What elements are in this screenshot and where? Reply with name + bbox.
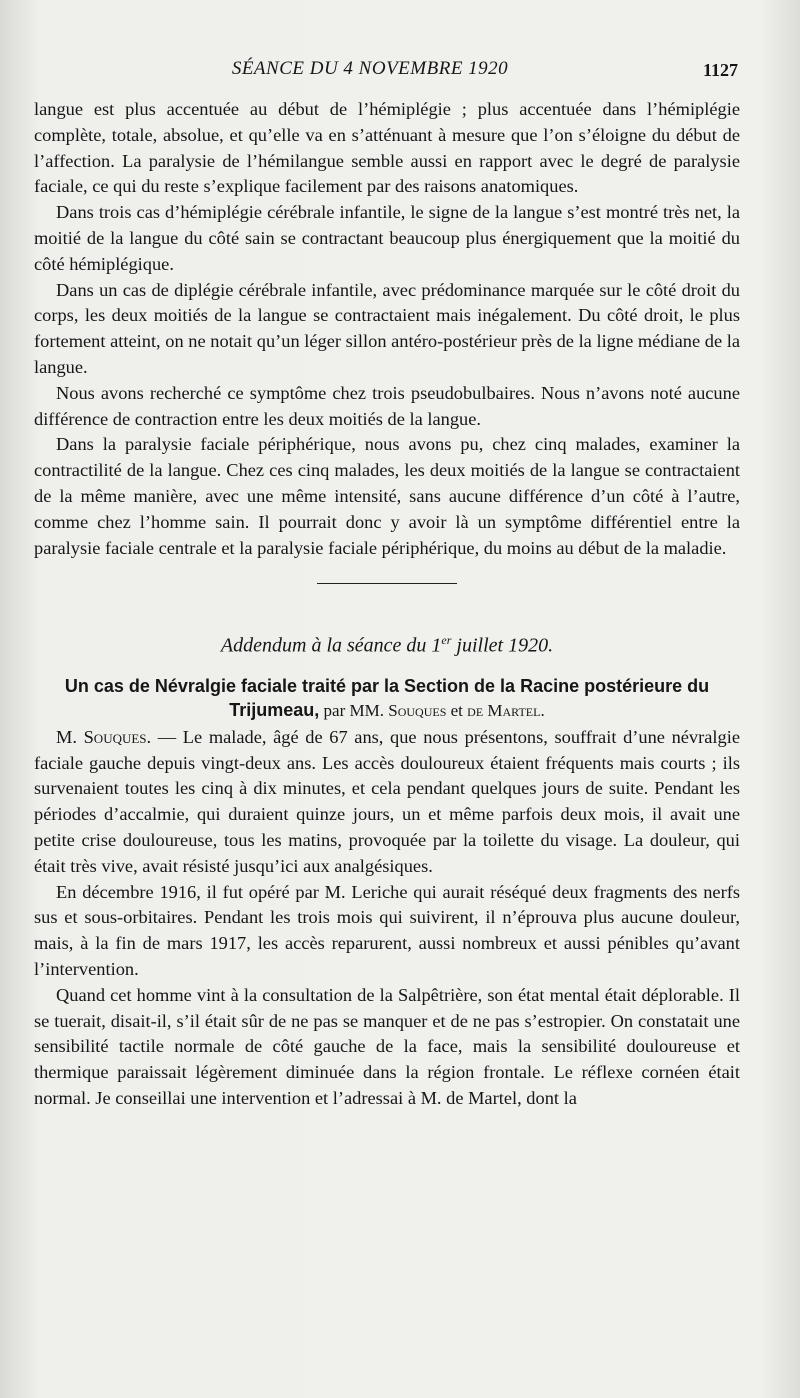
article-paragraph [34, 725, 740, 880]
page-number: 1127 [702, 60, 738, 80]
running-head: SÉANCE DU 4 NOVEMBRE 1920 [231, 58, 509, 79]
article-paragraph: Quand cet homme vint à la consultation de la Salpêtrière, son état mental était déplorable. Il se tuerait, disait-il, s’il était sûr de ne pas se manquer et de ne pas s’estropier. On constatait une sensibilité tactile normale de côté gauche de la face, mais la sensibilité douloureuse et thermique paraissait légèrement diminuée dans la région frontale. Le réflexe cornéen était normal. Je conseillai une intervention et l’adressai à M. de Martel, dont la [34, 984, 740, 1108]
article-title [34, 674, 740, 723]
article-title-text: Un cas de Névralgie faciale traité par la Section de la Racine postérieure du Trijumeau, [64, 675, 710, 720]
authors-end: . [540, 700, 545, 720]
paragraph: langue est plus accentuée au début de l’hémiplégie ; plus accentuée dans l’hémiplégie complète, totale, absolue, et qu’elle va en s’atténuant à mesure que l’on s’éloigne du début de l’affection. La paralysie de l’hémilangue semble aussi en rapport avec le degré de paralysie faciale, ce qui du reste s’explique facilement par des raisons anatomiques. [34, 99, 740, 197]
author-souques: Souques [388, 700, 447, 720]
authors-and: et [446, 700, 468, 720]
paragraph: Dans un cas de diplégie cérébrale infantile, avec prédominance marquée sur le côté droit du corps, les deux moitiés de la langue se contractaient mais inégalement. Du côté droit, le plus fortement atteint, on ne notait qu’un léger sillon antéro-postérieur près de la ligne médiane de la langue. [34, 279, 740, 377]
speaker-name: M. Souques. [56, 726, 152, 747]
paragraph: Dans la paralysie faciale périphérique, nous avons pu, chez cinq malades, examiner la contractilité de la langue. Chez ces cinq malades, les deux moitiés de la langue se contractaient de la même manière, avec une même intensité, sans aucune différence d’un côté à l’autre, comme chez l’homme sain. Il pourrait donc y avoir là un symptôme différentiel entre la paralysie faciale centrale et la paralysie faciale périphérique, du moins au début de la maladie. [34, 434, 740, 558]
body-text [34, 97, 740, 1112]
article-authors [319, 701, 544, 720]
addendum-heading [34, 628, 740, 659]
addendum-prefix: Addendum à la séance du 1 [220, 635, 442, 657]
authors-by: par MM. [319, 700, 389, 720]
article-paragraph: En décembre 1916, il fut opéré par M. Leriche qui aurait réséqué deux fragments des nerfs sus et sous-orbitaires. Pendant les trois mois qui suivirent, il n’éprouva plus aucune douleur, mais, à la fin de mars 1917, les accès reparurent, aussi nombreux et aussi pénibles qu’avant l’intervention. [34, 881, 740, 979]
addendum-superscript: er [441, 633, 452, 648]
paragraph: Nous avons recherché ce symptôme chez trois pseudobulbaires. Nous n’avons noté aucune différence de contraction entre les deux moitiés de la langue. [34, 382, 740, 429]
paragraph: Dans trois cas d’hémiplégie cérébrale infantile, le signe de la langue s’est montré très net, la moitié de la langue du côté sain se contractant beaucoup plus énergiquement que la moitié du côté hémiplégique. [34, 202, 740, 274]
addendum-suffix: juillet 1920. [451, 635, 554, 657]
author-de-martel: de Martel [467, 700, 541, 720]
section-divider [317, 583, 457, 584]
article-paragraph-text: — Le malade, âgé de 67 ans, que nous présentons, souffrait d’une névralgie faciale gauche depuis vingt-deux ans. Les accès douloureux étaient fréquents mais courts ; ils survenaient toutes les cinq à dix minutes, et cela pendant quelques jours de suite. Pendant les périodes d’accalmie, qui duraient quinze jours, un et même parfois deux mois, il avait une petite crise douloureuse, tous les matins, provoquée par la toilette du visage. La douleur, qui était très vive, avait résisté jusqu’ici aux analgésiques. [34, 726, 740, 876]
